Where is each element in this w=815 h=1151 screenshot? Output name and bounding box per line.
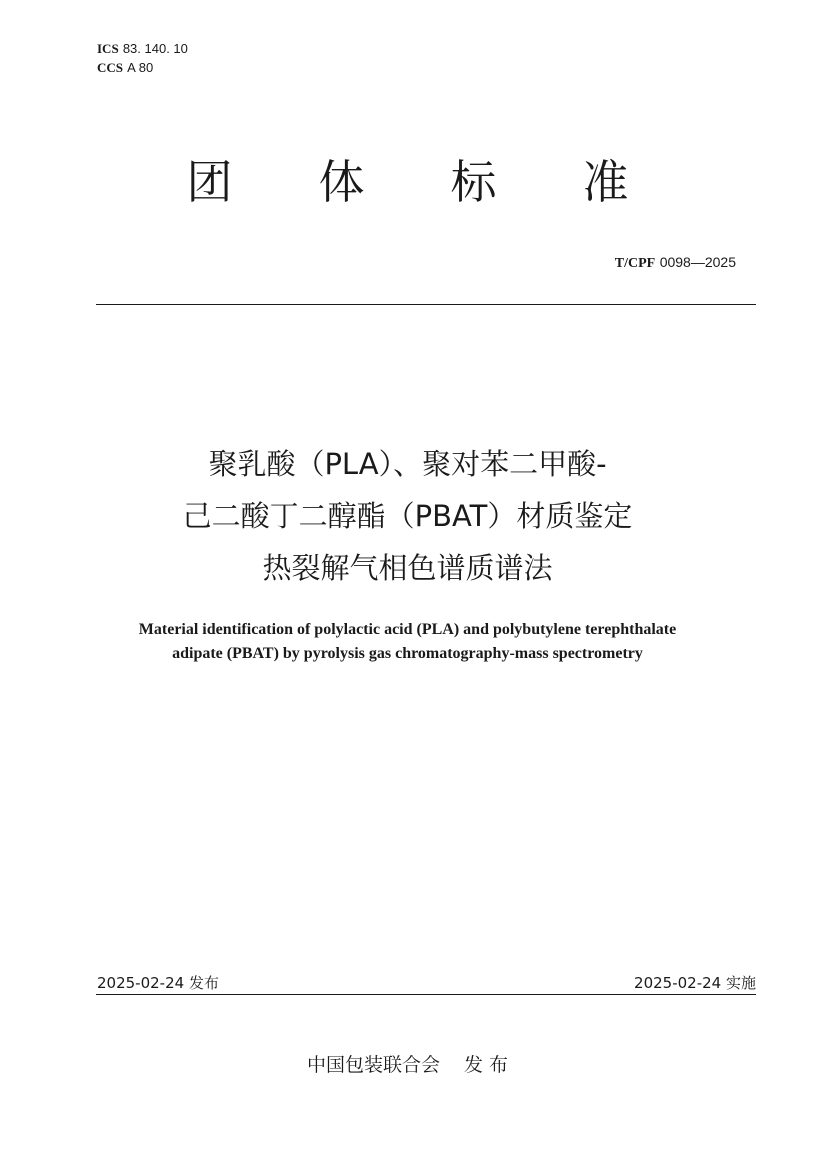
standard-prefix: T/CPF [614,256,656,271]
english-title-line: adipate (PBAT) by pyrolysis gas chromatography-mass spectrometry [172,645,643,662]
title-char: 准 [582,155,629,209]
publisher [0,1050,815,1077]
standard-number [615,254,736,272]
document-type-title [0,150,815,214]
bottom-divider [96,994,756,995]
implementation-date: 2025-02-24 实施 [634,974,756,992]
classification-codes [97,40,188,78]
chinese-title-line: 己二酸丁二醇酯（PBAT）材质鉴定 [182,499,633,533]
chinese-title-line: 热裂解气相色谱质谱法 [262,551,553,585]
issue-date: 2025-02-24 发布 [97,974,219,992]
publisher-name: 中国包装联合会 [306,1054,440,1076]
standard-value: 0098—2025 [659,254,736,270]
ccs-value: A 80 [127,60,154,75]
top-divider [96,304,756,305]
ccs-code [97,59,188,78]
chinese-title [0,438,815,594]
english-title-line: Material identification of polylactic acid (PLA) and polybutylene terephthalate [138,621,677,638]
ics-label: ICS [97,41,119,56]
title-char: 团 [186,155,233,209]
ccs-label: CCS [97,60,124,75]
english-title [60,618,755,666]
ics-code [97,40,188,59]
ics-value: 83. 140. 10 [122,41,188,56]
chinese-title-line: 聚乳酸（PLA）、聚对苯二甲酸- [208,447,607,481]
title-char: 体 [318,155,365,209]
title-char: 标 [450,155,497,209]
publisher-action: 发 布 [463,1054,509,1076]
